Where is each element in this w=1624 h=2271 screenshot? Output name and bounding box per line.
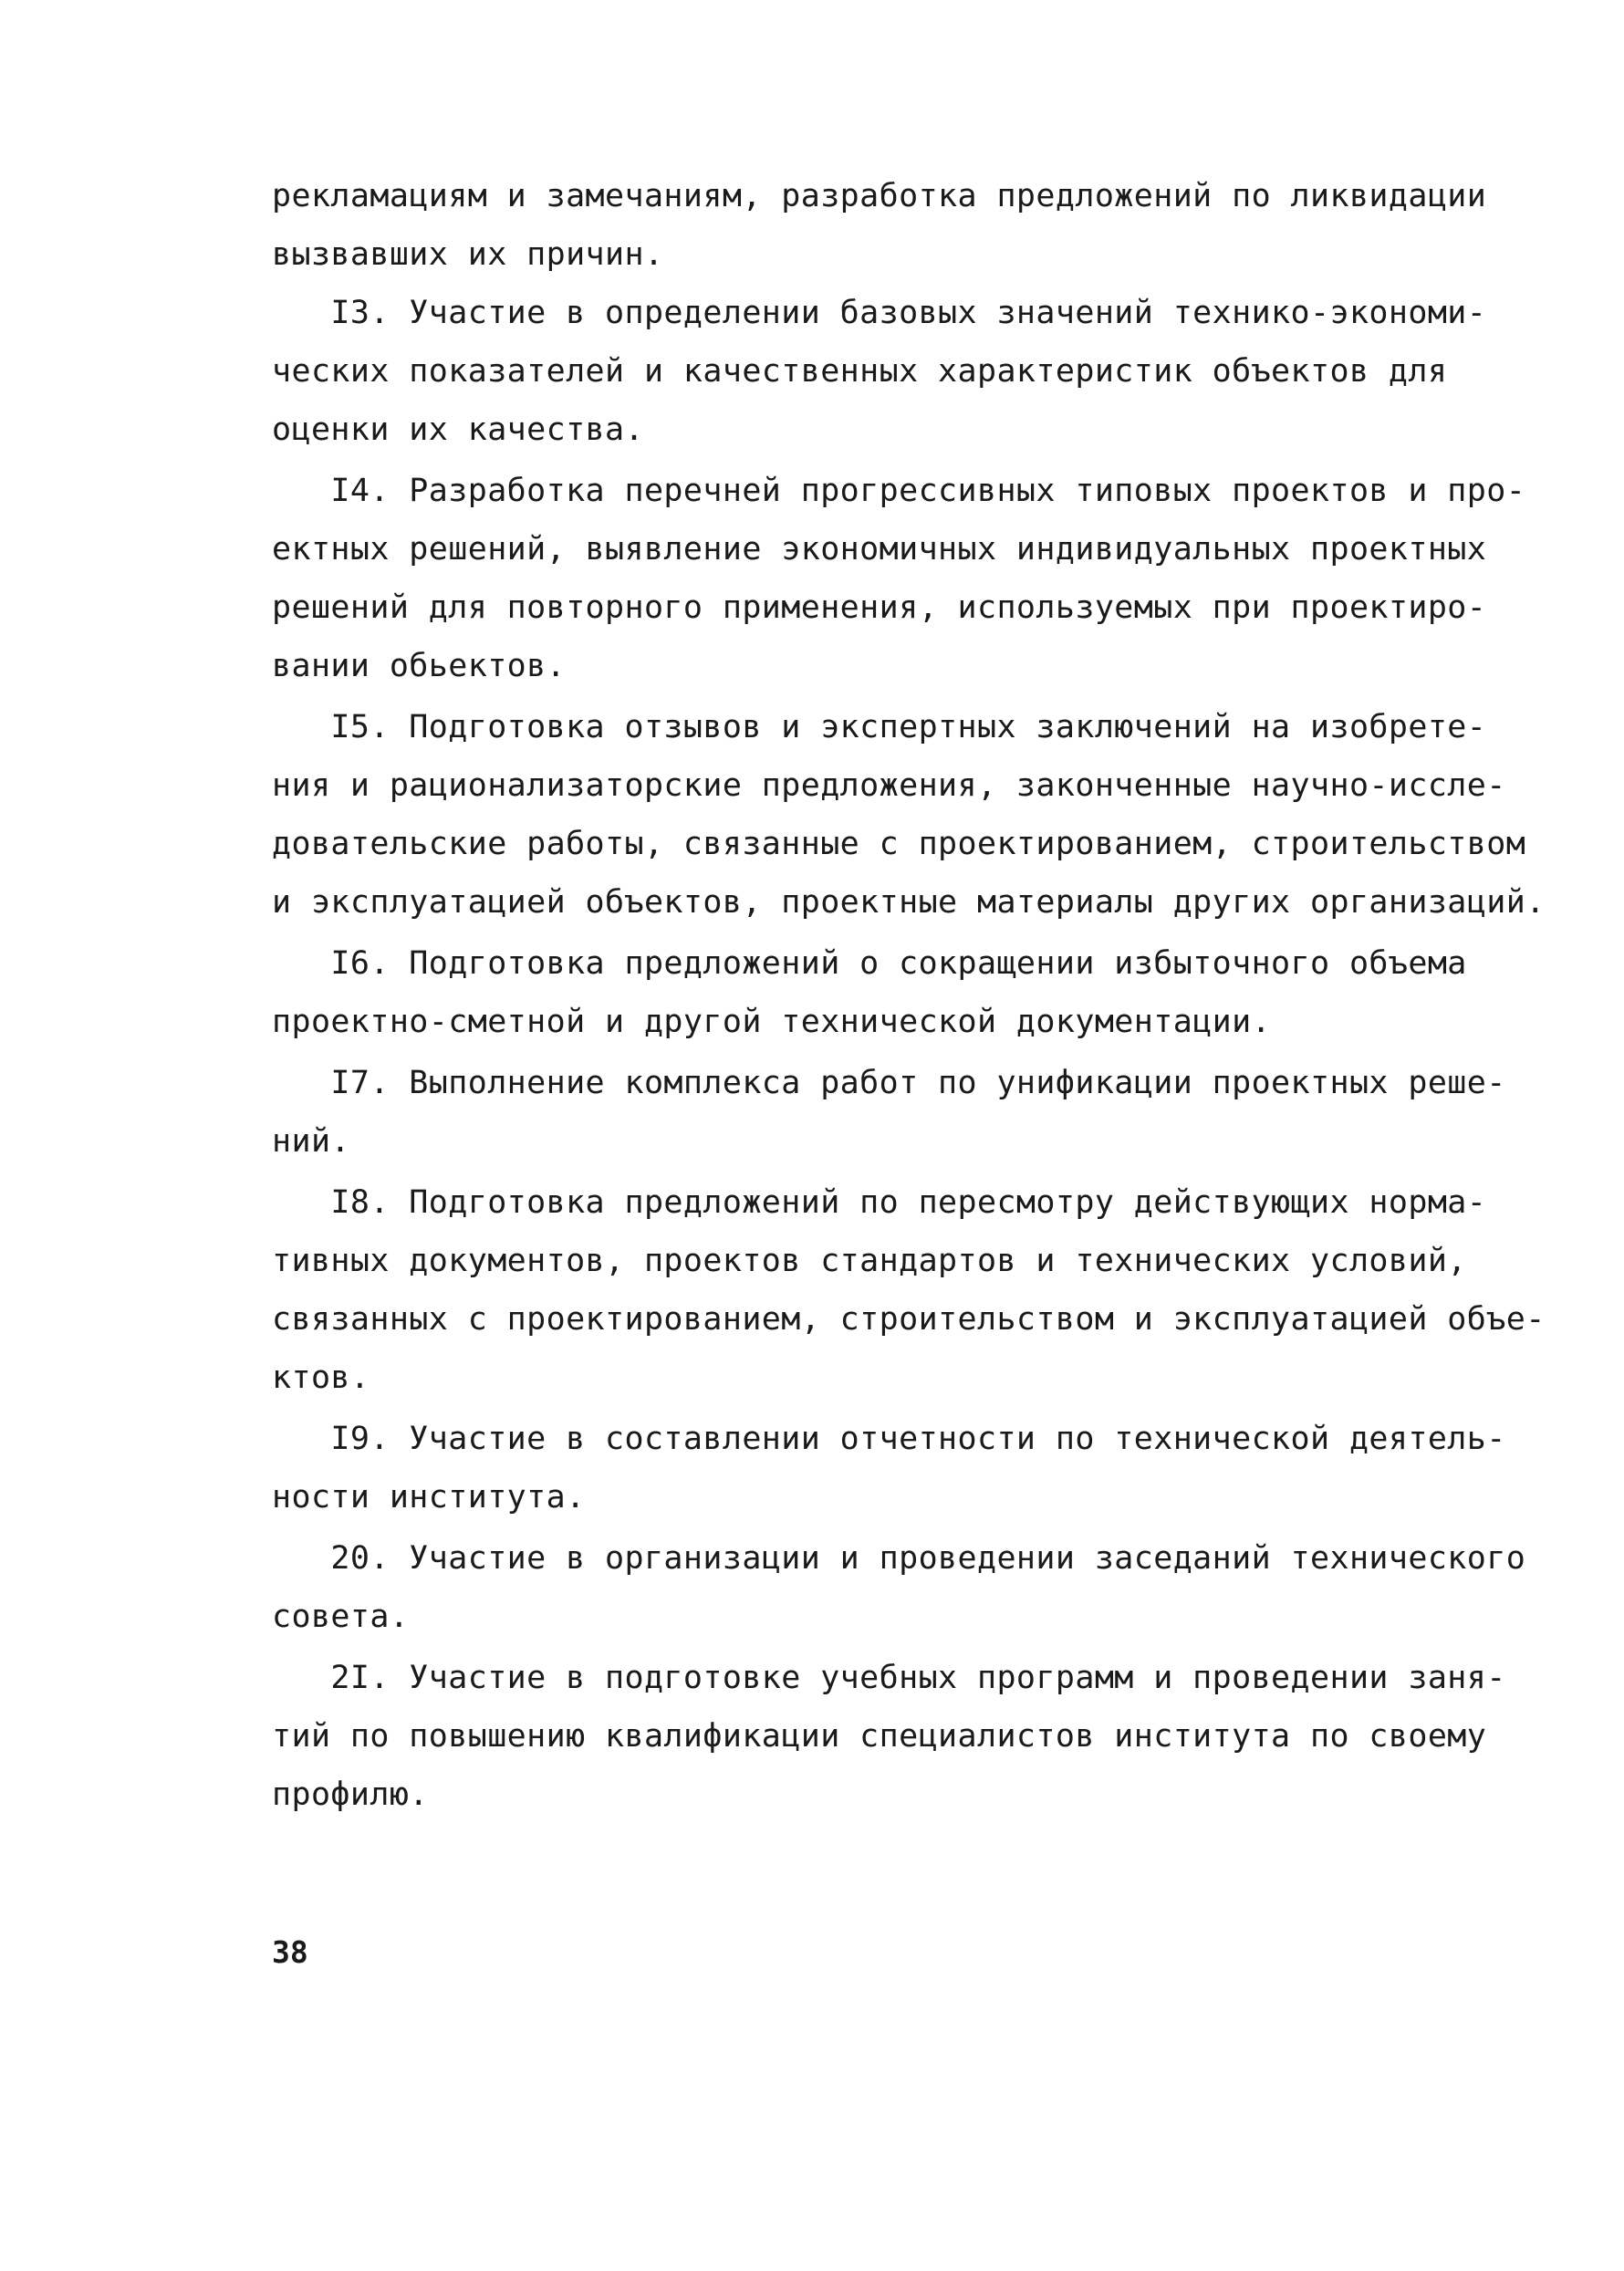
text-line: совета.: [272, 1599, 410, 1635]
text-line: проектно-сметной и другой технической документации.: [272, 1004, 1272, 1040]
text-line: I7. Выполнение комплекса работ по унификации проектных реше-: [272, 1065, 1506, 1101]
text-line: рекламациям и замечаниям, разработка предложений по ликвидации: [272, 178, 1487, 214]
text-line: вании обьектов.: [272, 648, 567, 684]
text-line: ктов.: [272, 1359, 370, 1396]
text-line: I5. Подготовка отзывов и экспертных заключений на изобрете-: [272, 709, 1487, 745]
text-line: ектных решений, выявление экономичных индивидуальных проектных: [272, 531, 1487, 568]
text-line: I3. Участие в определении базовых значений технико-экономи-: [272, 295, 1487, 331]
text-line: и эксплуатацией объектов, проектные материалы других организаций.: [272, 884, 1546, 921]
page-number: 38: [272, 1934, 308, 1970]
text-line: ности института.: [272, 1479, 586, 1516]
text-line: I6. Подготовка предложений о сокращении избыточного объема: [272, 945, 1467, 982]
text-line: ческих показателей и качественных характеристик объектов для: [272, 353, 1448, 390]
text-line: тивных документов, проектов стандартов и технических условий,: [272, 1243, 1467, 1279]
text-line: связанных с проектированием, строительством и эксплуатацией объе-: [272, 1301, 1546, 1338]
text-line: профилю.: [272, 1776, 429, 1813]
text-line: довательские работы, связанные с проектированием, строительством: [272, 826, 1526, 862]
text-line: 20. Участие в организации и проведении заседаний технического: [272, 1540, 1526, 1577]
text-line: ний.: [272, 1123, 350, 1160]
text-line: 2I. Участие в подготовке учебных программ и проведении заня-: [272, 1660, 1506, 1696]
text-line: оценки их качества.: [272, 411, 644, 448]
text-line: решений для повторного применения, используемых при проектиро-: [272, 589, 1487, 626]
text-line: I4. Разработка перечней прогрессивных типовых проектов и про-: [272, 473, 1526, 509]
text-line: I8. Подготовка предложений по пересмотру действующих норма-: [272, 1184, 1487, 1221]
text-line: вызвавших их причин.: [272, 236, 664, 273]
text-line: ния и рационализаторские предложения, законченные научно-иссле-: [272, 767, 1506, 804]
text-line: I9. Участие в составлении отчетности по технической деятель-: [272, 1421, 1506, 1457]
text-line: тий по повышению квалификации специалистов института по своему: [272, 1718, 1487, 1755]
